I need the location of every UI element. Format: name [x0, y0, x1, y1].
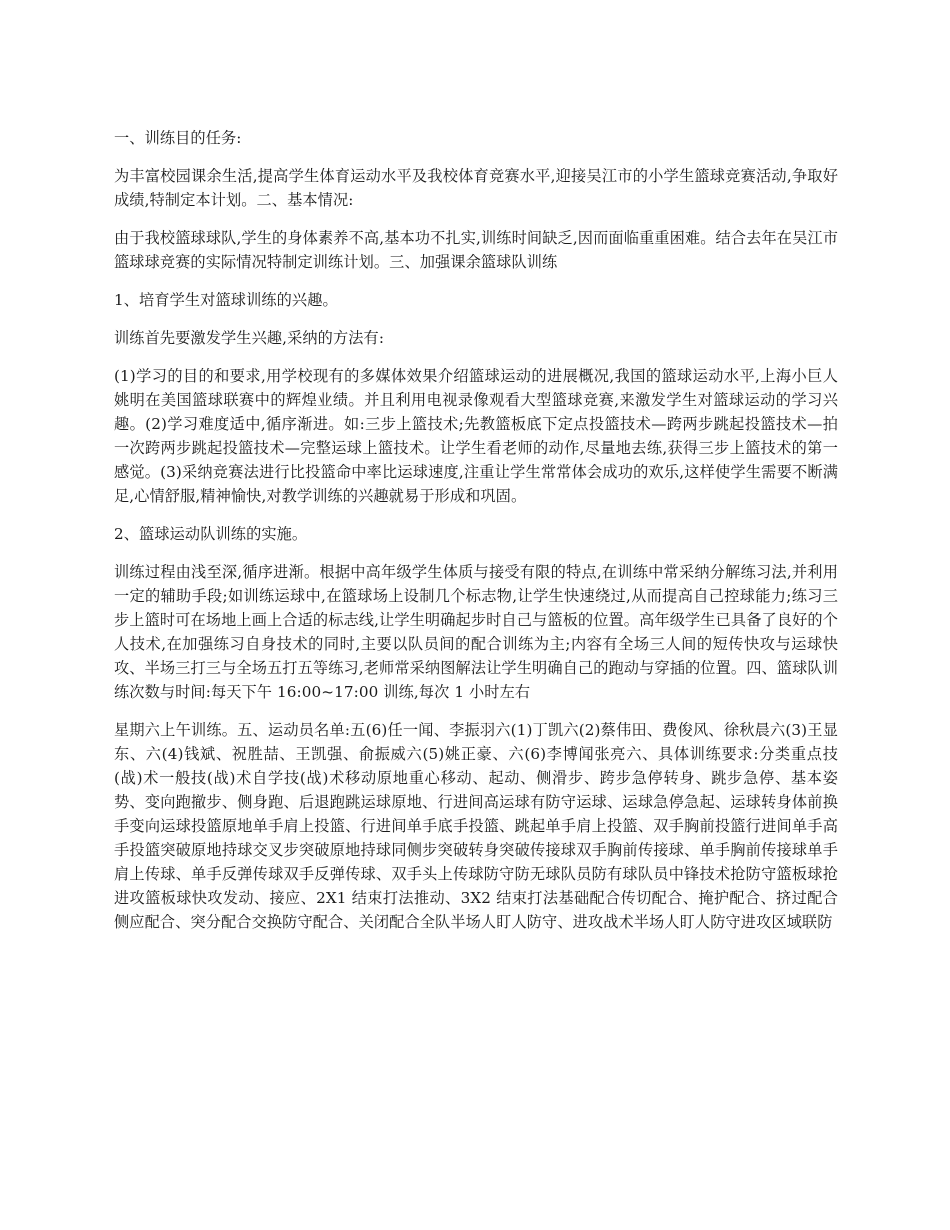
paragraph-basic-situation: 由于我校篮球球队,学生的身体素养不高,基本功不扎实,训练时间缺乏,因而面临重重困难。结合去年在吴江市篮球球竞赛的实际情况特制定训练计划。三、加强课余篮球队训练 — [114, 229, 838, 271]
paragraph-methods-detail: (1)学习的目的和要求,用学校现有的多媒体效果介绍篮球运动的进展概况,我国的篮球运动水平,上海小巨人姚明在美国篮球联赛中的辉煌业绩。并且利用电视录像观看大型篮球竞赛,来激发学生对篮球运动的学习兴趣。(2)学习难度适中,循序渐进。如:三步上篮技术;先教篮板底下定点投篮技术—跨两步跳起投篮技术—拍一次跨两步跳起投篮技术—完整运球上篮技术。让学生看老师的动作,尽量地去练,获得三步上篮技术的第一感觉。(3)采纳竞赛法进行比投篮命中率比运球速度,注重让学生常常体会成功的欢乐,这样使学生需要不断满足,心情舒服,精神愉快,对教学训练的兴趣就易于形成和巩固。 — [114, 367, 838, 505]
subheading-implementation: 2、篮球运动队训练的实施。 — [114, 525, 308, 543]
paragraph-purpose: 为丰富校园课余生活,提高学生体育运动水平及我校体育竞赛水平,迎接吴江市的小学生篮球竞赛活动,争取好成绩,特制定本计划。二、基本情况: — [114, 167, 838, 209]
paragraph-roster-and-requirements: 星期六上午训练。五、运动员名单:五(6)任一闻、李振羽六(1)丁凯六(2)蔡伟田、费俊风、徐秋晨六(3)王显东、六(4)钱斌、祝胜喆、王凯强、俞振威六(5)姚正豪、六(6)李博闻张亮六、具体训练要求:分类重点技(战)术一般技(战)术自学技(战)术移动原地重心移动、起动、侧滑步、跨步急停转身、跳步急停、基本姿势、变向跑撤步、侧身跑、后退跑跳运球原地、行进间高运球有防守运球、运球急停急起、运球转身体前换手变向运球投篮原地单手肩上投篮、行进间单手底手投篮、跳起单手肩上投篮、双手胸前投篮行进间单手高手投篮突破原地持球交叉步突破原地持球同侧步突破转身突破传接球双手胸前传接球、单手胸前传接球单手肩上传球、单手反弹传球双手反弹传球、双手头上传球防守防无球队员防有球队员中锋技术抢防守篮板球抢进攻篮板球快攻发动、接应、2X1 结束打法推动、3X2 结束打法基础配合传切配合、掩护配合、挤过配合侧应配合、突分配合交换防守配合、关闭配合全队半场人盯人防守、进攻战术半场人盯人防守进攻区域联防 — [114, 721, 838, 931]
section-heading-training-goals: 一、训练目的任务: — [114, 129, 242, 147]
paragraph-training-process: 训练过程由浅至深,循序进渐。根据中高年级学生体质与接受有限的特点,在训练中常采纳分解练习法,并利用一定的辅助手段;如训练运球中,在篮球场上设制几个标志物,让学生快速绕过,从而提高自己控球能力;练习三步上篮时可在场地上画上合适的标志线,让学生明确起步时自己与篮板的位置。高年级学生已具备了良好的个人技术,在加强练习自身技术的同时,主要以队员间的配合训练为主;内容有全场三人间的短传快攻与运球快攻、半场三打三与全场五打五等练习,老师常采纳图解法让学生明确自己的跑动与穿插的位置。四、篮球队训练次数与时间:每天下午 16:00~17:00 训练,每次 1 小时左右 — [114, 563, 838, 701]
subheading-cultivate-interest: 1、培育学生对篮球训练的兴趣。 — [114, 291, 338, 309]
paragraph-methods-intro: 训练首先要激发学生兴趣,采纳的方法有: — [114, 329, 385, 347]
document-body — [114, 126, 838, 948]
